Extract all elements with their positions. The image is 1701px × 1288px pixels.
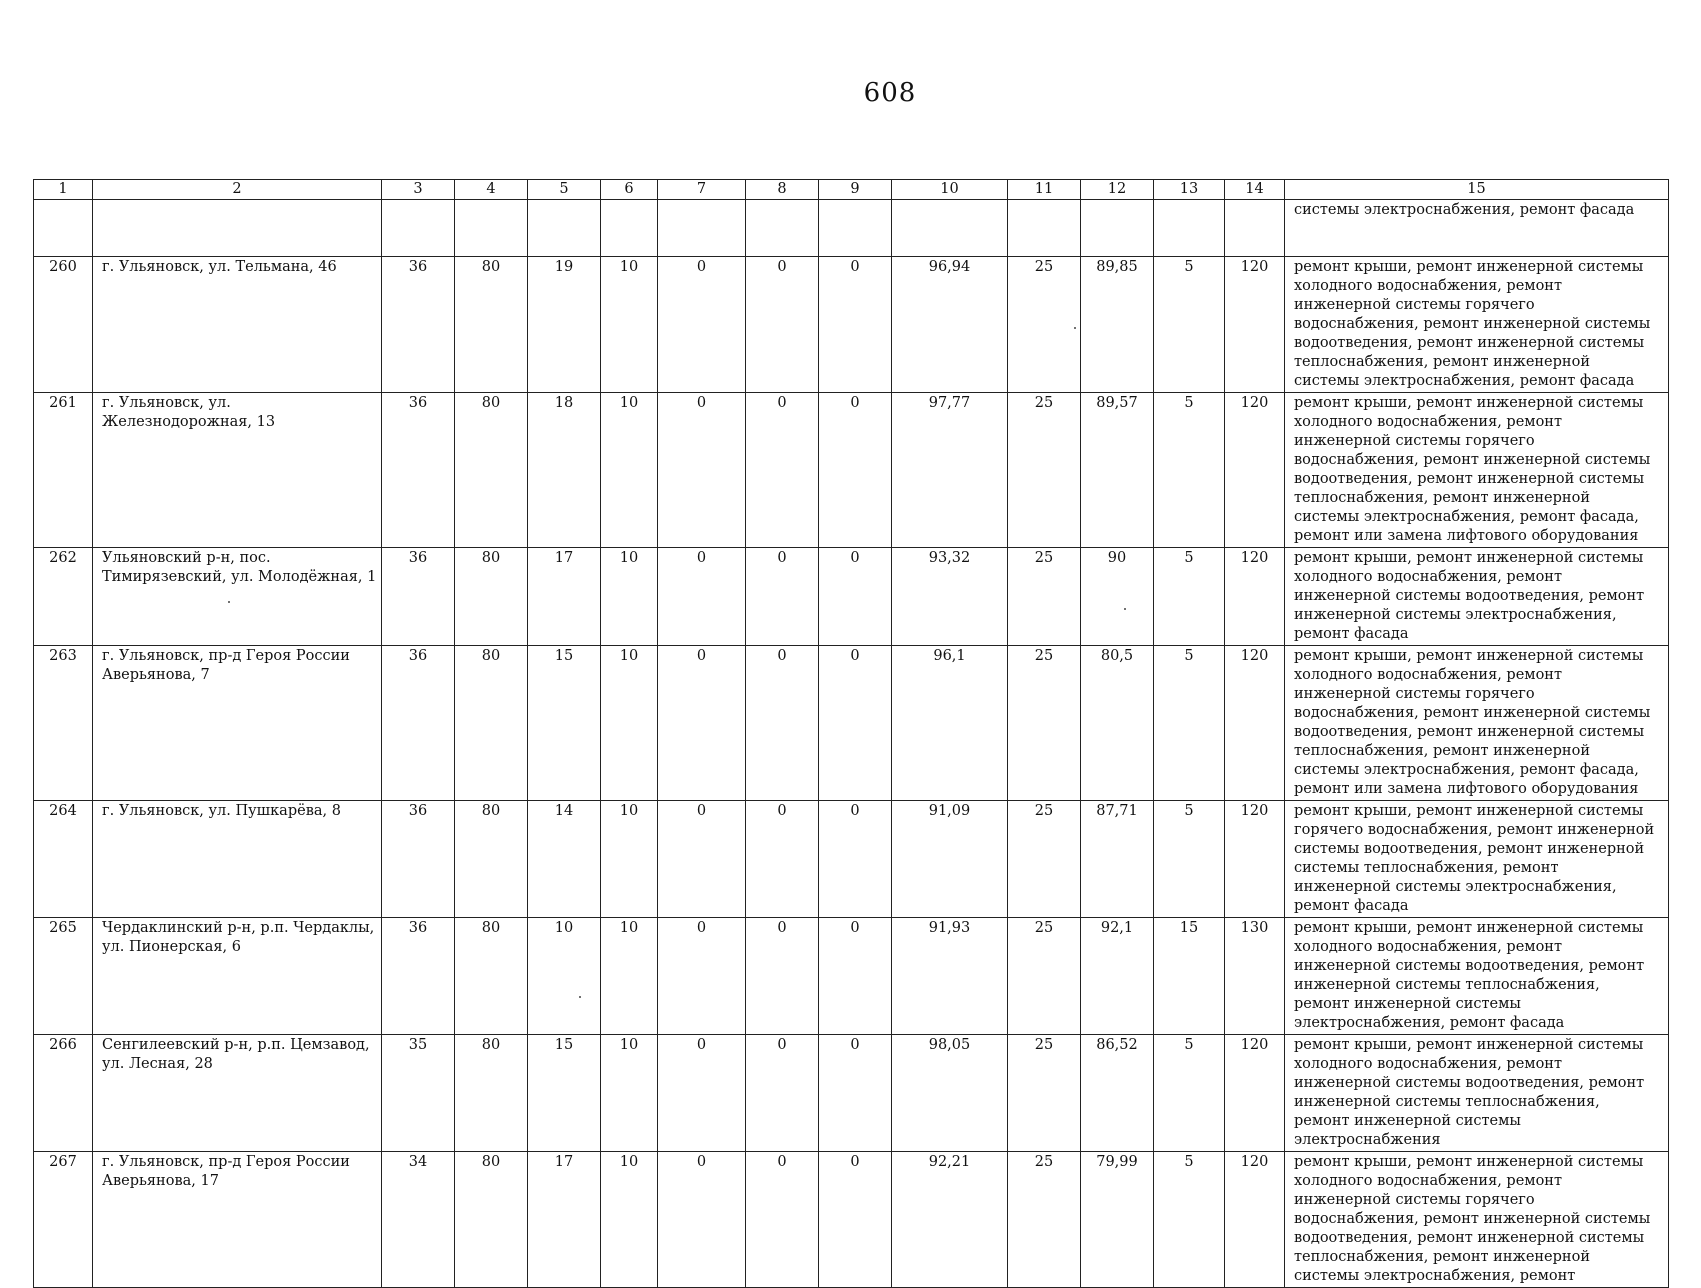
cell-c13: 5 bbox=[1154, 1152, 1225, 1288]
cell-c8: 0 bbox=[746, 1152, 819, 1288]
cell-address: Ульяновский р-н, пос. Тимирязевский, ул. Молодёжная, 1 bbox=[93, 548, 382, 646]
cell-c9: 0 bbox=[819, 1035, 892, 1152]
cell-c3: 36 bbox=[382, 257, 455, 393]
cell-c4: 80 bbox=[455, 257, 528, 393]
cell-c5: 18 bbox=[528, 393, 601, 548]
cell-c1: 261 bbox=[34, 393, 93, 548]
cell-c5: 10 bbox=[528, 918, 601, 1035]
header-col-4: 4 bbox=[455, 180, 528, 200]
cell-c10: 96,1 bbox=[892, 646, 1008, 801]
cell-address: г. Ульяновск, пр-д Героя России Аверьянова, 17 bbox=[93, 1152, 382, 1288]
cell-c6: 10 bbox=[601, 1035, 658, 1152]
cell-c5: 15 bbox=[528, 646, 601, 801]
cell-c14: 120 bbox=[1225, 1035, 1285, 1152]
cell-c6: 10 bbox=[601, 548, 658, 646]
cell-c11: 25 bbox=[1008, 1035, 1081, 1152]
cell-c13: 5 bbox=[1154, 257, 1225, 393]
cell-c1: 263 bbox=[34, 646, 93, 801]
cell-works: ремонт крыши, ремонт инженерной системы холодного водоснабжения, ремонт инженерной системы водоотведения, ремонт инженерной системы теплоснабжения, ремонт инженерной системы электроснабжения bbox=[1285, 1035, 1669, 1152]
cell-c4: 80 bbox=[455, 1152, 528, 1288]
cell-c11: 25 bbox=[1008, 646, 1081, 801]
cell-c10: 91,93 bbox=[892, 918, 1008, 1035]
cell-c4: 80 bbox=[455, 801, 528, 918]
header-col-3: 3 bbox=[382, 180, 455, 200]
cell-c12: 86,52 bbox=[1081, 1035, 1154, 1152]
cell-works: ремонт крыши, ремонт инженерной системы холодного водоснабжения, ремонт инженерной системы горячего водоснабжения, ремонт инженерной системы водоотведения, ремонт инженерной системы теплоснабжения, ремонт инженерной системы электроснабжения, ремонт фасада, ремонт или замена лифтового оборудования bbox=[1285, 393, 1669, 548]
cell-c3: 36 bbox=[382, 801, 455, 918]
header-col-2: 2 bbox=[93, 180, 382, 200]
cell-c4: 80 bbox=[455, 646, 528, 801]
cell-c2 bbox=[93, 200, 382, 257]
cell-c12 bbox=[1081, 200, 1154, 257]
cell-c7: 0 bbox=[658, 646, 746, 801]
cell-c12: 90 bbox=[1081, 548, 1154, 646]
cell-c10: 91,09 bbox=[892, 801, 1008, 918]
cell-c11: 25 bbox=[1008, 393, 1081, 548]
cell-c3 bbox=[382, 200, 455, 257]
cell-c6: 10 bbox=[601, 918, 658, 1035]
cell-c3: 34 bbox=[382, 1152, 455, 1288]
cell-c3: 36 bbox=[382, 393, 455, 548]
cell-c9: 0 bbox=[819, 548, 892, 646]
cell-c13: 5 bbox=[1154, 1035, 1225, 1152]
cell-works: ремонт крыши, ремонт инженерной системы холодного водоснабжения, ремонт инженерной системы водоотведения, ремонт инженерной системы электроснабжения, ремонт фасада bbox=[1285, 548, 1669, 646]
cell-c9: 0 bbox=[819, 801, 892, 918]
table-row bbox=[34, 1152, 1669, 1288]
table-row bbox=[34, 1035, 1669, 1152]
cell-c3: 36 bbox=[382, 918, 455, 1035]
cell-c10: 97,77 bbox=[892, 393, 1008, 548]
cell-c3: 36 bbox=[382, 548, 455, 646]
cell-c7: 0 bbox=[658, 801, 746, 918]
cell-c1 bbox=[34, 200, 93, 257]
cell-c8: 0 bbox=[746, 393, 819, 548]
header-col-8: 8 bbox=[746, 180, 819, 200]
cell-c14: 120 bbox=[1225, 801, 1285, 918]
cell-c9: 0 bbox=[819, 257, 892, 393]
header-col-6: 6 bbox=[601, 180, 658, 200]
cell-c13: 5 bbox=[1154, 548, 1225, 646]
cell-c13: 5 bbox=[1154, 393, 1225, 548]
cell-c8: 0 bbox=[746, 1035, 819, 1152]
cell-c4 bbox=[455, 200, 528, 257]
cell-c7: 0 bbox=[658, 257, 746, 393]
cell-c11: 25 bbox=[1008, 801, 1081, 918]
table-row bbox=[34, 646, 1669, 801]
cell-c10 bbox=[892, 200, 1008, 257]
cell-c11: 25 bbox=[1008, 918, 1081, 1035]
header-col-10: 10 bbox=[892, 180, 1008, 200]
header-col-11: 11 bbox=[1008, 180, 1081, 200]
table-row bbox=[34, 801, 1669, 918]
cell-c13: 5 bbox=[1154, 801, 1225, 918]
cell-c12: 80,5 bbox=[1081, 646, 1154, 801]
cell-c1: 265 bbox=[34, 918, 93, 1035]
cell-works: ремонт крыши, ремонт инженерной системы горячего водоснабжения, ремонт инженерной системы водоотведения, ремонт инженерной системы теплоснабжения, ремонт инженерной системы электроснабжения, ремонт фасада bbox=[1285, 801, 1669, 918]
header-col-14: 14 bbox=[1225, 180, 1285, 200]
cell-c8: 0 bbox=[746, 918, 819, 1035]
cell-c4: 80 bbox=[455, 393, 528, 548]
cell-c5: 19 bbox=[528, 257, 601, 393]
cell-c5: 14 bbox=[528, 801, 601, 918]
cell-c13 bbox=[1154, 200, 1225, 257]
cell-c7: 0 bbox=[658, 1152, 746, 1288]
cell-c6: 10 bbox=[601, 646, 658, 801]
header-col-9: 9 bbox=[819, 180, 892, 200]
cell-c5 bbox=[528, 200, 601, 257]
cell-works: ремонт крыши, ремонт инженерной системы холодного водоснабжения, ремонт инженерной системы горячего водоснабжения, ремонт инженерной системы водоотведения, ремонт инженерной системы теплоснабжения, ремонт инженерной системы электроснабжения, ремонт фасада, ремонт или замена лифтового оборудования bbox=[1285, 646, 1669, 801]
cell-c10: 96,94 bbox=[892, 257, 1008, 393]
table-row bbox=[34, 393, 1669, 548]
cell-c1: 260 bbox=[34, 257, 93, 393]
cell-c11 bbox=[1008, 200, 1081, 257]
cell-c6: 10 bbox=[601, 257, 658, 393]
cell-c7: 0 bbox=[658, 393, 746, 548]
cell-c14: 120 bbox=[1225, 393, 1285, 548]
cell-c11: 25 bbox=[1008, 257, 1081, 393]
repair-schedule-table bbox=[33, 179, 1669, 1288]
cell-c12: 87,71 bbox=[1081, 801, 1154, 918]
header-col-1: 1 bbox=[34, 180, 93, 200]
cell-works: ремонт крыши, ремонт инженерной системы холодного водоснабжения, ремонт инженерной системы горячего водоснабжения, ремонт инженерной системы водоотведения, ремонт инженерной системы теплоснабжения, ремонт инженерной системы электроснабжения, ремонт фасада bbox=[1285, 257, 1669, 393]
cell-c5: 17 bbox=[528, 548, 601, 646]
continuation-row bbox=[34, 200, 1669, 257]
table-row bbox=[34, 548, 1669, 646]
cell-address: г. Ульяновск, ул. Железнодорожная, 13 bbox=[93, 393, 382, 548]
cell-c12: 89,57 bbox=[1081, 393, 1154, 548]
cell-c6: 10 bbox=[601, 801, 658, 918]
cell-c8 bbox=[746, 200, 819, 257]
cell-c5: 15 bbox=[528, 1035, 601, 1152]
cell-c12: 79,99 bbox=[1081, 1152, 1154, 1288]
cell-c9: 0 bbox=[819, 646, 892, 801]
cell-c14: 120 bbox=[1225, 1152, 1285, 1288]
cell-c1: 264 bbox=[34, 801, 93, 918]
cell-c1: 266 bbox=[34, 1035, 93, 1152]
cell-c14: 120 bbox=[1225, 257, 1285, 393]
cell-c7 bbox=[658, 200, 746, 257]
cell-c13: 15 bbox=[1154, 918, 1225, 1035]
cell-c13: 5 bbox=[1154, 646, 1225, 801]
cell-c1: 262 bbox=[34, 548, 93, 646]
cell-c14: 130 bbox=[1225, 918, 1285, 1035]
cell-works: ремонт крыши, ремонт инженерной системы холодного водоснабжения, ремонт инженерной системы горячего водоснабжения, ремонт инженерной системы водоотведения, ремонт инженерной системы теплоснабжения, ремонт инженерной системы электроснабжения, ремонт bbox=[1285, 1152, 1669, 1288]
cell-c10: 92,21 bbox=[892, 1152, 1008, 1288]
cell-c8: 0 bbox=[746, 801, 819, 918]
cell-c10: 98,05 bbox=[892, 1035, 1008, 1152]
cell-c14: 120 bbox=[1225, 548, 1285, 646]
cell-c4: 80 bbox=[455, 1035, 528, 1152]
cell-c10: 93,32 bbox=[892, 548, 1008, 646]
cell-c11: 25 bbox=[1008, 1152, 1081, 1288]
cell-c6: 10 bbox=[601, 393, 658, 548]
cell-c12: 92,1 bbox=[1081, 918, 1154, 1035]
cell-c5: 17 bbox=[528, 1152, 601, 1288]
cell-c14 bbox=[1225, 200, 1285, 257]
cell-address: г. Ульяновск, ул. Тельмана, 46 bbox=[93, 257, 382, 393]
cell-c3: 35 bbox=[382, 1035, 455, 1152]
header-col-15: 15 bbox=[1285, 180, 1669, 200]
header-col-12: 12 bbox=[1081, 180, 1154, 200]
page-number: 608 bbox=[863, 78, 917, 108]
cell-c9: 0 bbox=[819, 393, 892, 548]
cell-c12: 89,85 bbox=[1081, 257, 1154, 393]
cell-address: г. Ульяновск, пр-д Героя России Аверьянова, 7 bbox=[93, 646, 382, 801]
cell-works: системы электроснабжения, ремонт фасада bbox=[1285, 200, 1669, 257]
cell-address: Чердаклинский р-н, р.п. Чердаклы, ул. Пионерская, 6 bbox=[93, 918, 382, 1035]
table-row bbox=[34, 257, 1669, 393]
header-col-13: 13 bbox=[1154, 180, 1225, 200]
header-col-5: 5 bbox=[528, 180, 601, 200]
header-row bbox=[34, 180, 1669, 200]
cell-c3: 36 bbox=[382, 646, 455, 801]
cell-c9: 0 bbox=[819, 918, 892, 1035]
cell-address: г. Ульяновск, ул. Пушкарёва, 8 bbox=[93, 801, 382, 918]
cell-works: ремонт крыши, ремонт инженерной системы холодного водоснабжения, ремонт инженерной системы водоотведения, ремонт инженерной системы теплоснабжения, ремонт инженерной системы электроснабжения, ремонт фасада bbox=[1285, 918, 1669, 1035]
cell-c14: 120 bbox=[1225, 646, 1285, 801]
cell-c4: 80 bbox=[455, 918, 528, 1035]
cell-c1: 267 bbox=[34, 1152, 93, 1288]
cell-c7: 0 bbox=[658, 918, 746, 1035]
cell-c8: 0 bbox=[746, 646, 819, 801]
cell-c9 bbox=[819, 200, 892, 257]
cell-c8: 0 bbox=[746, 548, 819, 646]
cell-c8: 0 bbox=[746, 257, 819, 393]
header-col-7: 7 bbox=[658, 180, 746, 200]
table-row bbox=[34, 918, 1669, 1035]
cell-c11: 25 bbox=[1008, 548, 1081, 646]
cell-c4: 80 bbox=[455, 548, 528, 646]
cell-address: Сенгилеевский р-н, р.п. Цемзавод, ул. Лесная, 28 bbox=[93, 1035, 382, 1152]
cell-c9: 0 bbox=[819, 1152, 892, 1288]
cell-c6 bbox=[601, 200, 658, 257]
cell-c6: 10 bbox=[601, 1152, 658, 1288]
cell-c7: 0 bbox=[658, 1035, 746, 1152]
cell-c7: 0 bbox=[658, 548, 746, 646]
